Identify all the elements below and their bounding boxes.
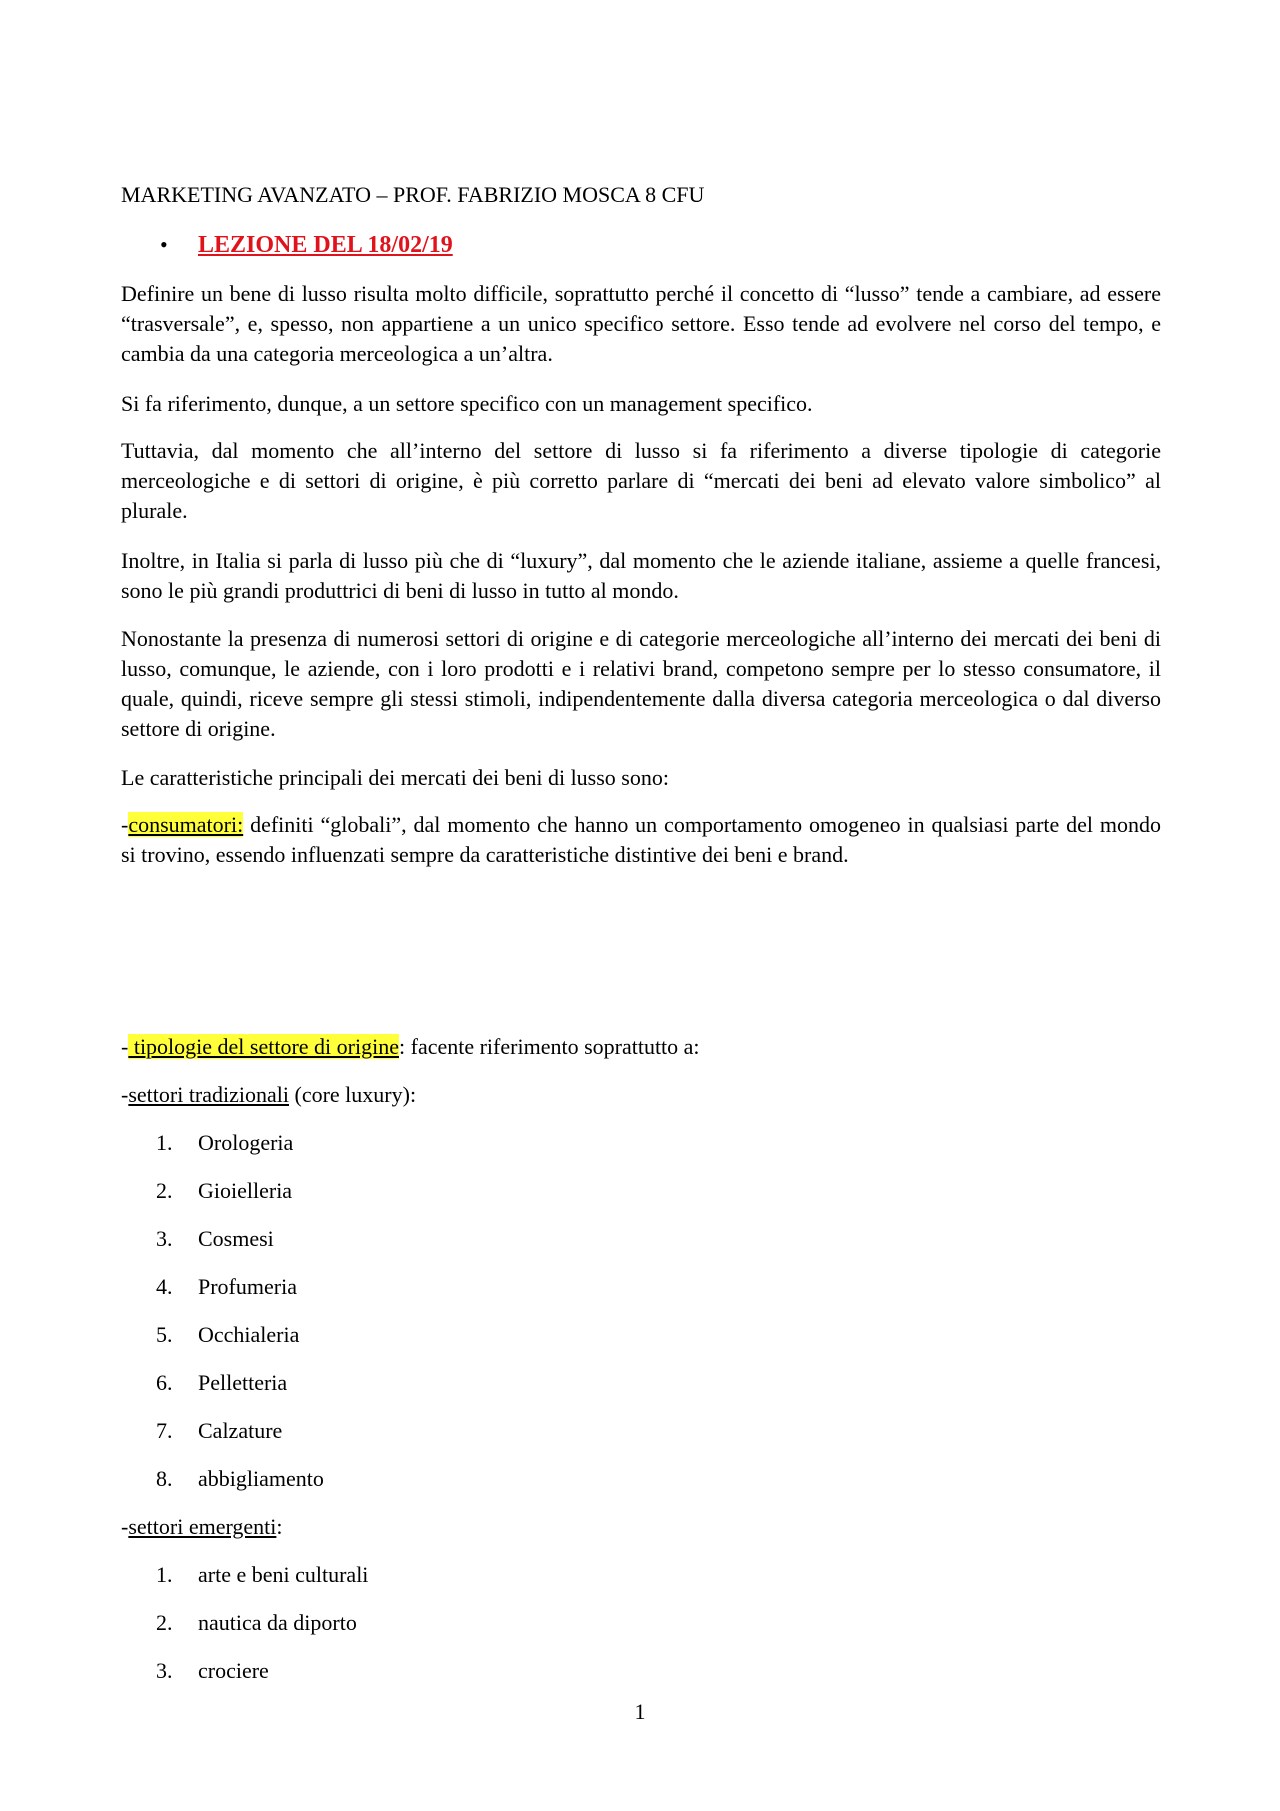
list-item [156,1224,274,1254]
paragraph-nonostante: Nonostante la presenza di numerosi settori di origine e di categorie merceologiche all’interno dei mercati dei beni di lusso, comunque, le aziende, con i loro prodotti e i relativi brand, competono sempre per lo stesso consumatore, il quale, quindi, riceve sempre gli stessi stimoli, indipendentemente dalla diversa categoria merceologica o dal diverso settore di origine. [121,626,1161,741]
paragraph-settore: Si fa riferimento, dunque, a un settore specifico con un management specifico. [121,391,813,416]
list-item [156,1416,282,1446]
list-number: 5. [156,1322,173,1347]
list-item [156,1128,293,1158]
list-number: 3. [156,1658,173,1683]
list-label: Cosmesi [198,1226,274,1251]
consumatori-paragraph [121,810,1161,870]
paragraph-inoltre: Inoltre, in Italia si parla di lusso più che di “luxury”, dal momento che le aziende italiane, assieme a quelle francesi, sono le più grandi produttrici di beni di lusso in tutto al mondo. [121,548,1161,603]
paragraph-caratteristiche: Le caratteristiche principali dei mercati dei beni di lusso sono: [121,765,669,790]
list-label: crociere [198,1658,269,1683]
list-label: Gioielleria [198,1178,293,1203]
list-number: 1. [156,1562,173,1587]
tipologie-text: : facente riferimento soprattutto a: [399,1034,700,1059]
list-item [156,1368,287,1398]
list-number: 8. [156,1466,173,1491]
settori-tradizionali-line [121,1080,1161,1110]
list-number: 1. [156,1130,173,1155]
emergenti-term: settori emergenti [128,1514,277,1539]
list-item [156,1464,324,1494]
list-label: Orologeria [198,1130,294,1155]
list-number: 7. [156,1418,173,1443]
list-number: 3. [156,1226,173,1251]
tradizionali-text: (core luxury): [289,1082,417,1107]
page-number: 1 [634,1699,646,1724]
list-label: arte e beni culturali [198,1562,369,1587]
list-label: nautica da diporto [198,1610,357,1635]
tradizionali-prefix: - [121,1082,129,1107]
list-label: abbigliamento [198,1466,324,1491]
list-item [156,1560,368,1590]
emergenti-text: : [276,1514,283,1539]
tipologie-line [121,1032,1161,1062]
consumatori-text: definiti “globali”, dal momento che hanno un comportamento omogeneo in qualsiasi parte del mondo si trovino, essendo influenzati sempre da caratteristiche distintive dei beni e brand. [121,812,1161,867]
paragraph-tuttavia: Tuttavia, dal momento che all’interno del settore di lusso si fa riferimento a diverse tipologie di categorie merceologiche e di settori di origine, è più corretto parlare di “mercati dei beni ad elevato valore simbolico” al plurale. [121,438,1161,523]
paragraph-intro: Definire un bene di lusso risulta molto difficile, soprattutto perché il concetto di “lusso” tende a cambiare, ad essere “trasversale”, e, spesso, non appartiene a un unico specifico settore. Esso tende ad evolvere nel corso del tempo, e cambia da una categoria merceologica a un’altra. [121,281,1161,366]
lesson-heading: LEZIONE DEL 18/02/19 [198,232,453,258]
list-label: Pelletteria [198,1370,288,1395]
list-item [156,1608,357,1638]
list-item [156,1320,299,1350]
tipologie-term: tipologie del settore di origine [128,1034,399,1059]
list-number: 2. [156,1610,173,1635]
list-number: 6. [156,1370,173,1395]
lesson-bullet: • [160,232,168,257]
course-title: MARKETING AVANZATO – PROF. FABRIZIO MOSCA 8 CFU [121,182,705,207]
list-item [156,1656,269,1686]
list-number: 4. [156,1274,173,1299]
tradizionali-term: settori tradizionali [128,1082,289,1107]
settori-emergenti-line [121,1512,1161,1542]
list-label: Calzature [198,1418,283,1443]
consumatori-term: consumatori: [128,812,244,837]
list-label: Occhialeria [198,1322,300,1347]
tipologie-prefix: - [121,1034,129,1059]
list-number: 2. [156,1178,173,1203]
list-label: Profumeria [198,1274,297,1299]
emergenti-prefix: - [121,1514,129,1539]
list-item [156,1272,297,1302]
list-item [156,1176,292,1206]
consumatori-prefix: - [121,812,129,837]
